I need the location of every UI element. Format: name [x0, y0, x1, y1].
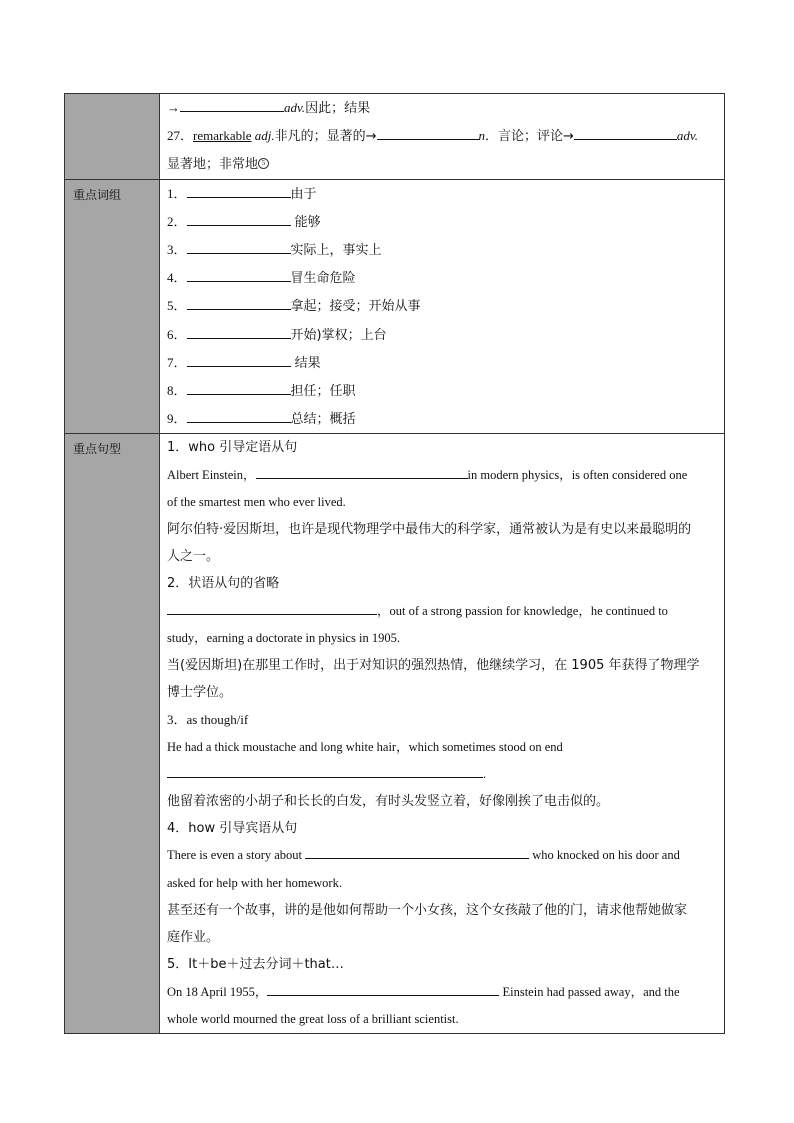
sentence-cn: 甚至还有一个故事，讲的是他如何帮助一个小女孩，这个女孩敲了他的门，请求他帮她做家 — [167, 902, 688, 918]
sentence-en — [167, 761, 718, 788]
sentence-text: Albert Einstein， — [167, 467, 256, 482]
pattern-title: 2．状语从句的省略 — [167, 576, 280, 592]
answer-blank[interactable] — [267, 983, 499, 996]
answer-blank[interactable] — [167, 765, 483, 778]
phrase-item — [167, 349, 718, 377]
sentence-en: study，earning a doctorate in physics in 1905. — [167, 630, 400, 645]
sentence-text: in modern physics，is often considered one — [467, 467, 688, 482]
pos-text: adv. — [284, 100, 306, 115]
sentence-cn: 当(爱因斯坦)在那里工作时，出于对知识的强烈热情，他继续学习，在 1905 年获得了物理学 — [167, 658, 700, 674]
item-number: 3． — [167, 242, 187, 258]
pattern-title: 4．how 引导宾语从句 — [167, 821, 298, 837]
sentence-en — [167, 979, 718, 1006]
sentence-en — [167, 598, 718, 625]
vocab-line — [167, 94, 718, 122]
answer-blank[interactable] — [187, 241, 291, 254]
vocab-item-27 — [167, 122, 718, 150]
answer-blank[interactable] — [180, 99, 284, 112]
answer-blank[interactable] — [187, 326, 291, 339]
phrases-cell — [160, 179, 725, 434]
phrases-row — [65, 179, 725, 434]
item-number: 27． — [167, 128, 194, 144]
meaning-text: 实际上，事实上 — [290, 243, 382, 259]
phrase-item — [167, 180, 718, 208]
sentence-cn: 庭作业。 — [167, 930, 220, 946]
footnote-marker: 5 — [258, 158, 269, 169]
sentence-en: He had a thick moustache and long white hair，which sometimes stood on end — [167, 739, 563, 754]
answer-blank[interactable] — [187, 213, 291, 226]
meaning-text: 因此；结果 — [305, 101, 371, 116]
phrase-item — [167, 377, 718, 405]
item-number: 8． — [167, 383, 187, 399]
arrow-text: → — [167, 100, 180, 115]
answer-blank[interactable] — [187, 382, 291, 395]
pos-text: n — [478, 128, 486, 144]
answer-blank[interactable] — [187, 269, 291, 282]
sentence-cn: 人之一。 — [167, 549, 220, 565]
answer-blank[interactable] — [187, 410, 291, 423]
answer-blank[interactable] — [377, 127, 479, 140]
empty-label-cell — [65, 94, 160, 180]
pos-text: adj. — [254, 128, 275, 144]
sentence-en: asked for help with her homework. — [167, 875, 342, 890]
vocab-continuation-cell — [160, 94, 725, 180]
meaning-text: 冒生命危险 — [290, 271, 356, 287]
item-number: 1． — [167, 185, 187, 201]
meaning-text: 总结；概括 — [290, 412, 356, 428]
vocab-item-27-cont — [167, 150, 718, 178]
phrase-item — [167, 292, 718, 320]
item-number: 5． — [167, 298, 187, 314]
sentence-text: There is even a story about — [167, 848, 303, 863]
sentence-text: . — [483, 766, 487, 781]
meaning-text: 结果 — [290, 355, 321, 371]
phrase-item — [167, 236, 718, 264]
meaning-text: 担任；任职 — [290, 384, 356, 400]
section-label-phrases: 重点词组 — [65, 179, 160, 434]
meaning-text: 能够 — [290, 214, 321, 230]
phrase-item — [167, 321, 718, 349]
answer-blank[interactable] — [574, 127, 677, 140]
sentence-cn: 阿尔伯特·爱因斯坦，也许是现代物理学中最伟大的科学家，通常被认为是有史以来最聪明的 — [167, 522, 692, 538]
meaning-text: ．言论；评论→ — [485, 129, 574, 145]
answer-blank[interactable] — [305, 846, 529, 859]
section-label-sentences: 重点句型 — [65, 434, 160, 1033]
sentences-row — [65, 434, 725, 1033]
answer-blank[interactable] — [187, 354, 291, 367]
sentence-cn: 博士学位。 — [167, 685, 233, 701]
sentence-en — [167, 462, 718, 489]
meaning-text: 拿起；接受；开始从事 — [290, 299, 421, 315]
answer-blank[interactable] — [256, 466, 468, 479]
phrase-item — [167, 264, 718, 292]
sentence-text: Einstein had passed away，and the — [502, 984, 680, 999]
vocab-continuation-row — [65, 94, 725, 180]
item-number: 4． — [167, 270, 187, 286]
item-number: 6． — [167, 326, 187, 342]
meaning-text: 由于 — [290, 186, 317, 202]
answer-blank[interactable] — [187, 185, 291, 198]
sentence-en: whole world mourned the great loss of a brilliant scientist. — [167, 1011, 459, 1026]
sentence-en: of the smartest men who ever lived. — [167, 494, 346, 509]
sentence-cn: 他留着浓密的小胡子和长长的白发，有时头发竖立着，好像刚挨了电击似的。 — [167, 794, 610, 810]
sentence-text: who knocked on his door and — [532, 848, 680, 863]
meaning-text: 非凡的；显著的→ — [274, 129, 377, 145]
answer-blank[interactable] — [167, 602, 377, 615]
item-number: 9． — [167, 411, 187, 427]
meaning-text: 显著地；非常地 — [167, 157, 259, 173]
phrase-item — [167, 405, 718, 433]
item-number: 7． — [167, 354, 187, 370]
sentence-text: ，out of a strong passion for knowledge，he continued to — [377, 603, 668, 618]
pattern-title: 5．It＋be＋过去分词＋that… — [167, 957, 344, 973]
sentence-en — [167, 842, 718, 869]
vocab-word: remarkable — [193, 128, 252, 144]
pos-text: adv. — [676, 128, 698, 144]
meaning-text: 开始)掌权；上台 — [290, 327, 387, 343]
phrase-item — [167, 208, 718, 236]
worksheet-table — [64, 93, 725, 1034]
pattern-title: 1．who 引导定语从句 — [167, 440, 298, 456]
sentence-text: On 18 April 1955， — [167, 984, 268, 999]
item-number: 2． — [167, 213, 187, 229]
sentences-cell — [160, 434, 725, 1033]
answer-blank[interactable] — [187, 297, 291, 310]
pattern-title: 3．as though/if — [167, 712, 249, 728]
